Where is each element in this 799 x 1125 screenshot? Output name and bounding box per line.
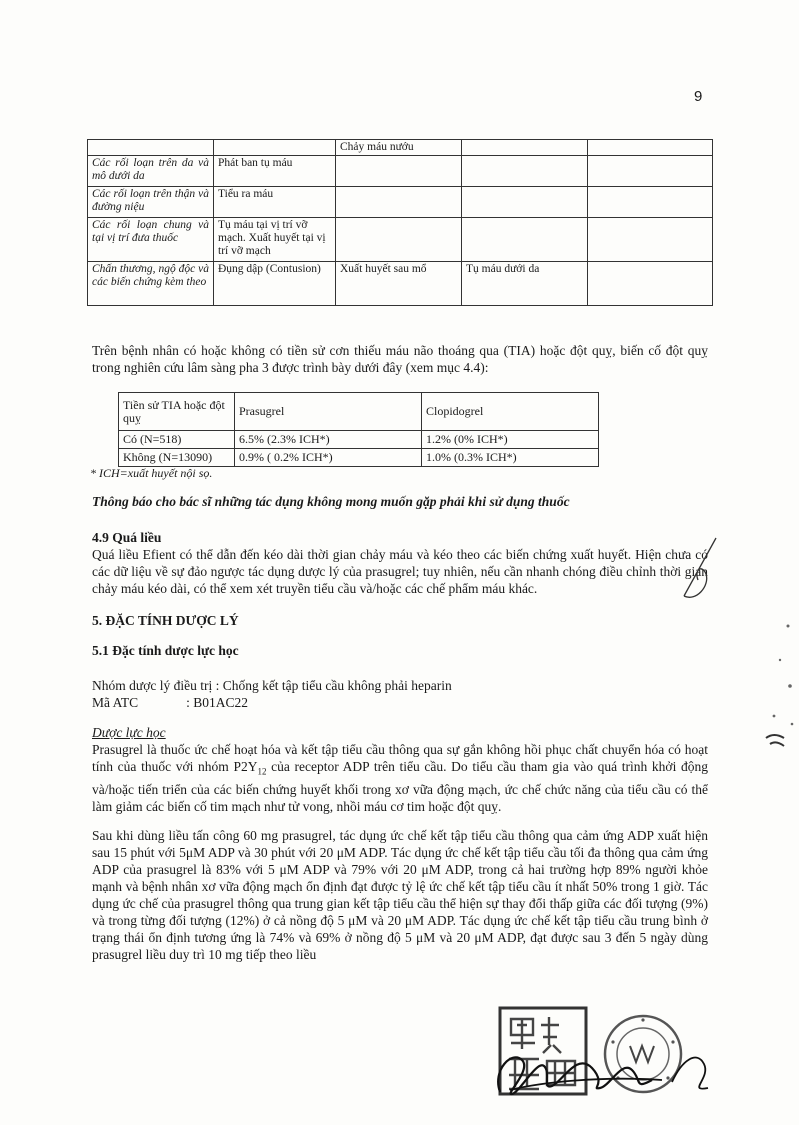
table-cell: Không (N=13090)	[119, 449, 235, 467]
table-header: Clopidogrel	[422, 393, 599, 431]
table-cell: Các rối loạn trên thận và đường niệu	[88, 187, 214, 218]
table-cell	[588, 262, 713, 306]
table-row	[88, 218, 713, 262]
overdose-heading: 4.9 Quá liều	[92, 530, 162, 545]
pharmacodynamics-paragraph-1	[92, 741, 708, 815]
tia-intro-paragraph: Trên bệnh nhân có hoặc không có tiền sử cơn thiếu máu não thoáng qua (TIA) hoặc đột quỵ, biến cố đột quỵ trong nghiên cứu lâm sàng pha 3 được trình bày dưới đây (xem mục 4.4):	[92, 343, 708, 375]
table-cell: Có (N=518)	[119, 431, 235, 449]
table-cell	[462, 140, 588, 156]
pharmacotherapeutic-group: Nhóm dược lý điều trị : Chống kết tập tiểu cầu không phải heparin	[92, 678, 452, 693]
table-cell: Phát ban tụ máu	[214, 156, 336, 187]
table-header: Tiền sử TIA hoặc đột quỵ	[119, 393, 235, 431]
table-header: Prasugrel	[235, 393, 422, 431]
adverse-reactions-table	[87, 139, 713, 306]
table-cell: Các rối loạn chung và tại vị trí đưa thuốc	[88, 218, 214, 262]
table-cell	[462, 156, 588, 187]
table-cell: Tiểu ra máu	[214, 187, 336, 218]
table-cell	[214, 140, 336, 156]
table-cell	[336, 187, 462, 218]
table-row	[119, 449, 599, 467]
table-cell: 0.9% ( 0.2% ICH*)	[235, 449, 422, 467]
table-cell: Tụ máu tại vị trí vỡ mạch. Xuất huyết tại vị trí vỡ mạch	[214, 218, 336, 262]
table-row	[119, 431, 599, 449]
table-cell: Chảy máu nướu	[336, 140, 462, 156]
table-cell	[462, 218, 588, 262]
pharmacodynamics-heading: Dược lực học	[92, 725, 166, 740]
table-row	[88, 140, 713, 156]
table-cell	[462, 187, 588, 218]
atc-label: Mã ATC	[92, 695, 139, 710]
ich-footnote: * ICH=xuất huyết nội sọ.	[90, 466, 213, 480]
pharmacodynamics-paragraph-2: Sau khi dùng liều tấn công 60 mg prasugrel, tác dụng ức chế kết tập tiểu cầu thông qua cảm ứng ADP xuất hiện sau 15 phút với 5μM ADP và 30 phút với 20 μM ADP. Tác dụng ức chế kết tập tiểu cầu tối đa thông qua cảm ứng ADP của prasugrel là 83% với 5 μM ADP và 79% với 20 μM ADP, trong cả hai trường hợp 89% người khỏe mạnh và bệnh nhân xơ vữa động mạch ổn định đạt được tỷ lệ ức chế kết tập tiểu cầu ít nhất 50% trong 1 giờ. Tác dụng ức chế của prasugrel thông qua trung gian kết tập tiểu cầu thể hiện sự thay đổi thấp giữa các đối tượng (9%) và trong từng đối tượng (12%) ở cả nồng độ 5 μM và 20 μM ADP. Tác dụng ức chế kết tập tiểu cầu trung bình ở trạng thái ổn định tương ứng là 74% và 69% ở nồng độ 5 μM và 20 μM ADP, đạt được sau 3 đến 5 ngày dùng prasugrel liều duy trì 10 mg tiếp theo liều	[92, 828, 708, 962]
atc-code-line	[92, 694, 708, 711]
para-text: Prasugrel là thuốc ức chế hoạt hóa và kết tập tiểu cầu thông qua sự gắn không hồi phục chất chuyển hóa có hoạt tính của thuốc với nhóm P2Y	[92, 742, 708, 774]
table-row	[88, 156, 713, 187]
table-cell: Chấn thương, ngộ độc và các biến chứng kèm theo	[88, 262, 214, 306]
table-cell: Xuất huyết sau mổ	[336, 262, 462, 306]
overdose-paragraph: Quá liều Efient có thể dẫn đến kéo dài thời gian chảy máu và kéo theo các biến chứng xuất huyết. Hiện chưa có các dữ liệu về sự đảo ngược tác dụng dược lý của prasugrel; tuy nhiên, nếu cần nhanh chóng điều chỉnh thời gian chảy máu kéo dài, có thể xem xét truyền tiểu cầu và/hoặc các chế phẩm máu khác.	[92, 547, 708, 596]
section-5-heading: 5. ĐẶC TÍNH DƯỢC LÝ	[92, 613, 239, 628]
table-cell	[336, 218, 462, 262]
table-row	[88, 262, 713, 306]
atc-value: : B01AC22	[186, 695, 249, 710]
table-cell	[588, 218, 713, 262]
tia-stroke-table	[118, 392, 599, 467]
table-cell: 1.0% (0.3% ICH*)	[422, 449, 599, 467]
table-cell: 1.2% (0% ICH*)	[422, 431, 599, 449]
table-cell: Các rối loạn trên da và mô dưới da	[88, 156, 214, 187]
table-cell	[336, 156, 462, 187]
para-text: của receptor ADP trên tiểu cầu. Do tiểu cầu tham gia vào quá trình khởi động và/hoặc tiến triển của các biến chứng huyết khối trong xơ vữa động mạch, ức chế chức năng của tiểu cầu có thể làm giảm các biến cố tim mạch như tử vong, nhồi máu cơ tim hoặc đột quỵ.	[92, 759, 708, 814]
table-cell	[588, 140, 713, 156]
page-number: 9	[694, 88, 703, 105]
margin-annotation-mark	[676, 536, 746, 606]
table-cell	[88, 140, 214, 156]
section-5-1-heading: 5.1 Đặc tính dược lực học	[92, 643, 239, 658]
reporting-warning: Thông báo cho bác sĩ những tác dụng không mong muốn gặp phải khi sử dụng thuốc	[92, 494, 570, 509]
signature-image	[482, 1030, 722, 1100]
subscript: 12	[257, 766, 267, 777]
table-header-row	[119, 393, 599, 431]
table-cell: Tụ máu dưới da	[462, 262, 588, 306]
table-cell	[588, 187, 713, 218]
table-row	[88, 187, 713, 218]
table-cell: 6.5% (2.3% ICH*)	[235, 431, 422, 449]
scan-edge-marks	[760, 620, 796, 750]
table-cell: Đụng dập (Contusion)	[214, 262, 336, 306]
table-cell	[588, 156, 713, 187]
